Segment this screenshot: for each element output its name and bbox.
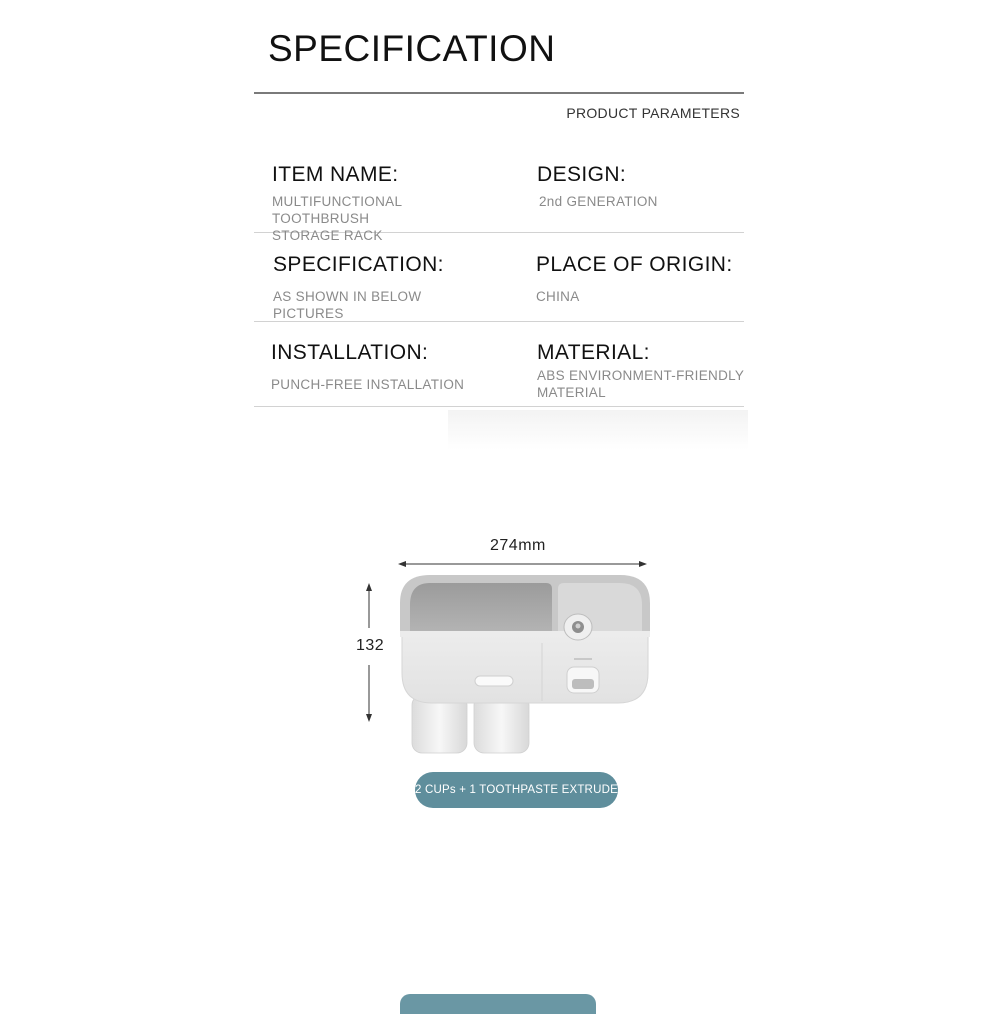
spec-value xyxy=(273,288,493,322)
drawer-handle xyxy=(475,676,513,686)
next-section-tab xyxy=(400,994,596,1014)
spec-label: MATERIAL: xyxy=(537,341,650,364)
spec-specification xyxy=(273,253,493,322)
spec-item-name xyxy=(272,163,492,244)
spec-value xyxy=(271,376,491,393)
spec-label: SPECIFICATION: xyxy=(273,253,444,276)
width-dimension-label: 274mm xyxy=(490,537,546,554)
spec-value-line: AS SHOWN IN BELOW PICTURES xyxy=(273,289,422,321)
spec-value-line: PUNCH-FREE INSTALLATION xyxy=(271,377,465,392)
shadow-fade xyxy=(448,410,748,450)
spec-label: INSTALLATION: xyxy=(271,341,429,364)
spec-place-of-origin xyxy=(536,253,756,305)
spec-value-line: MULTIFUNCTIONAL TOOTHBRUSH xyxy=(272,194,402,226)
spec-label: DESIGN: xyxy=(537,163,627,186)
spec-installation xyxy=(271,341,491,393)
spec-value-line: MATERIAL xyxy=(537,385,606,400)
product-badge: 2 CUPs + 1 TOOTHPASTE EXTRUDER xyxy=(415,772,618,808)
spec-value xyxy=(537,367,757,401)
section-subtitle: PRODUCT PARAMETERS xyxy=(566,105,740,121)
page-title: SPECIFICATION xyxy=(268,28,556,69)
spec-label: PLACE OF ORIGIN: xyxy=(536,253,733,276)
toothpaste-extruder-icon xyxy=(564,614,592,640)
width-arrow xyxy=(398,561,647,567)
spec-row-3 xyxy=(254,322,744,407)
toothbrush-rack-illustration xyxy=(350,555,660,760)
spec-value xyxy=(536,288,756,305)
spec-label: ITEM NAME: xyxy=(272,163,399,186)
spec-value-line: STORAGE RACK xyxy=(272,228,383,243)
spec-material xyxy=(537,341,757,401)
height-dimension-label: 132 xyxy=(356,637,385,654)
height-arrow xyxy=(366,583,372,722)
spec-value-line: 2nd GENERATION xyxy=(539,194,658,209)
cup-icon xyxy=(412,695,529,753)
spec-row-2 xyxy=(254,233,744,322)
spec-design xyxy=(537,163,757,210)
spec-value-line: CHINA xyxy=(536,289,580,304)
title-divider xyxy=(254,92,744,94)
dispenser-outlet-icon xyxy=(567,667,599,693)
spec-row-1 xyxy=(254,150,744,243)
spec-value xyxy=(537,193,757,210)
spec-value-line: ABS ENVIRONMENT-FRIENDLY xyxy=(537,368,745,383)
